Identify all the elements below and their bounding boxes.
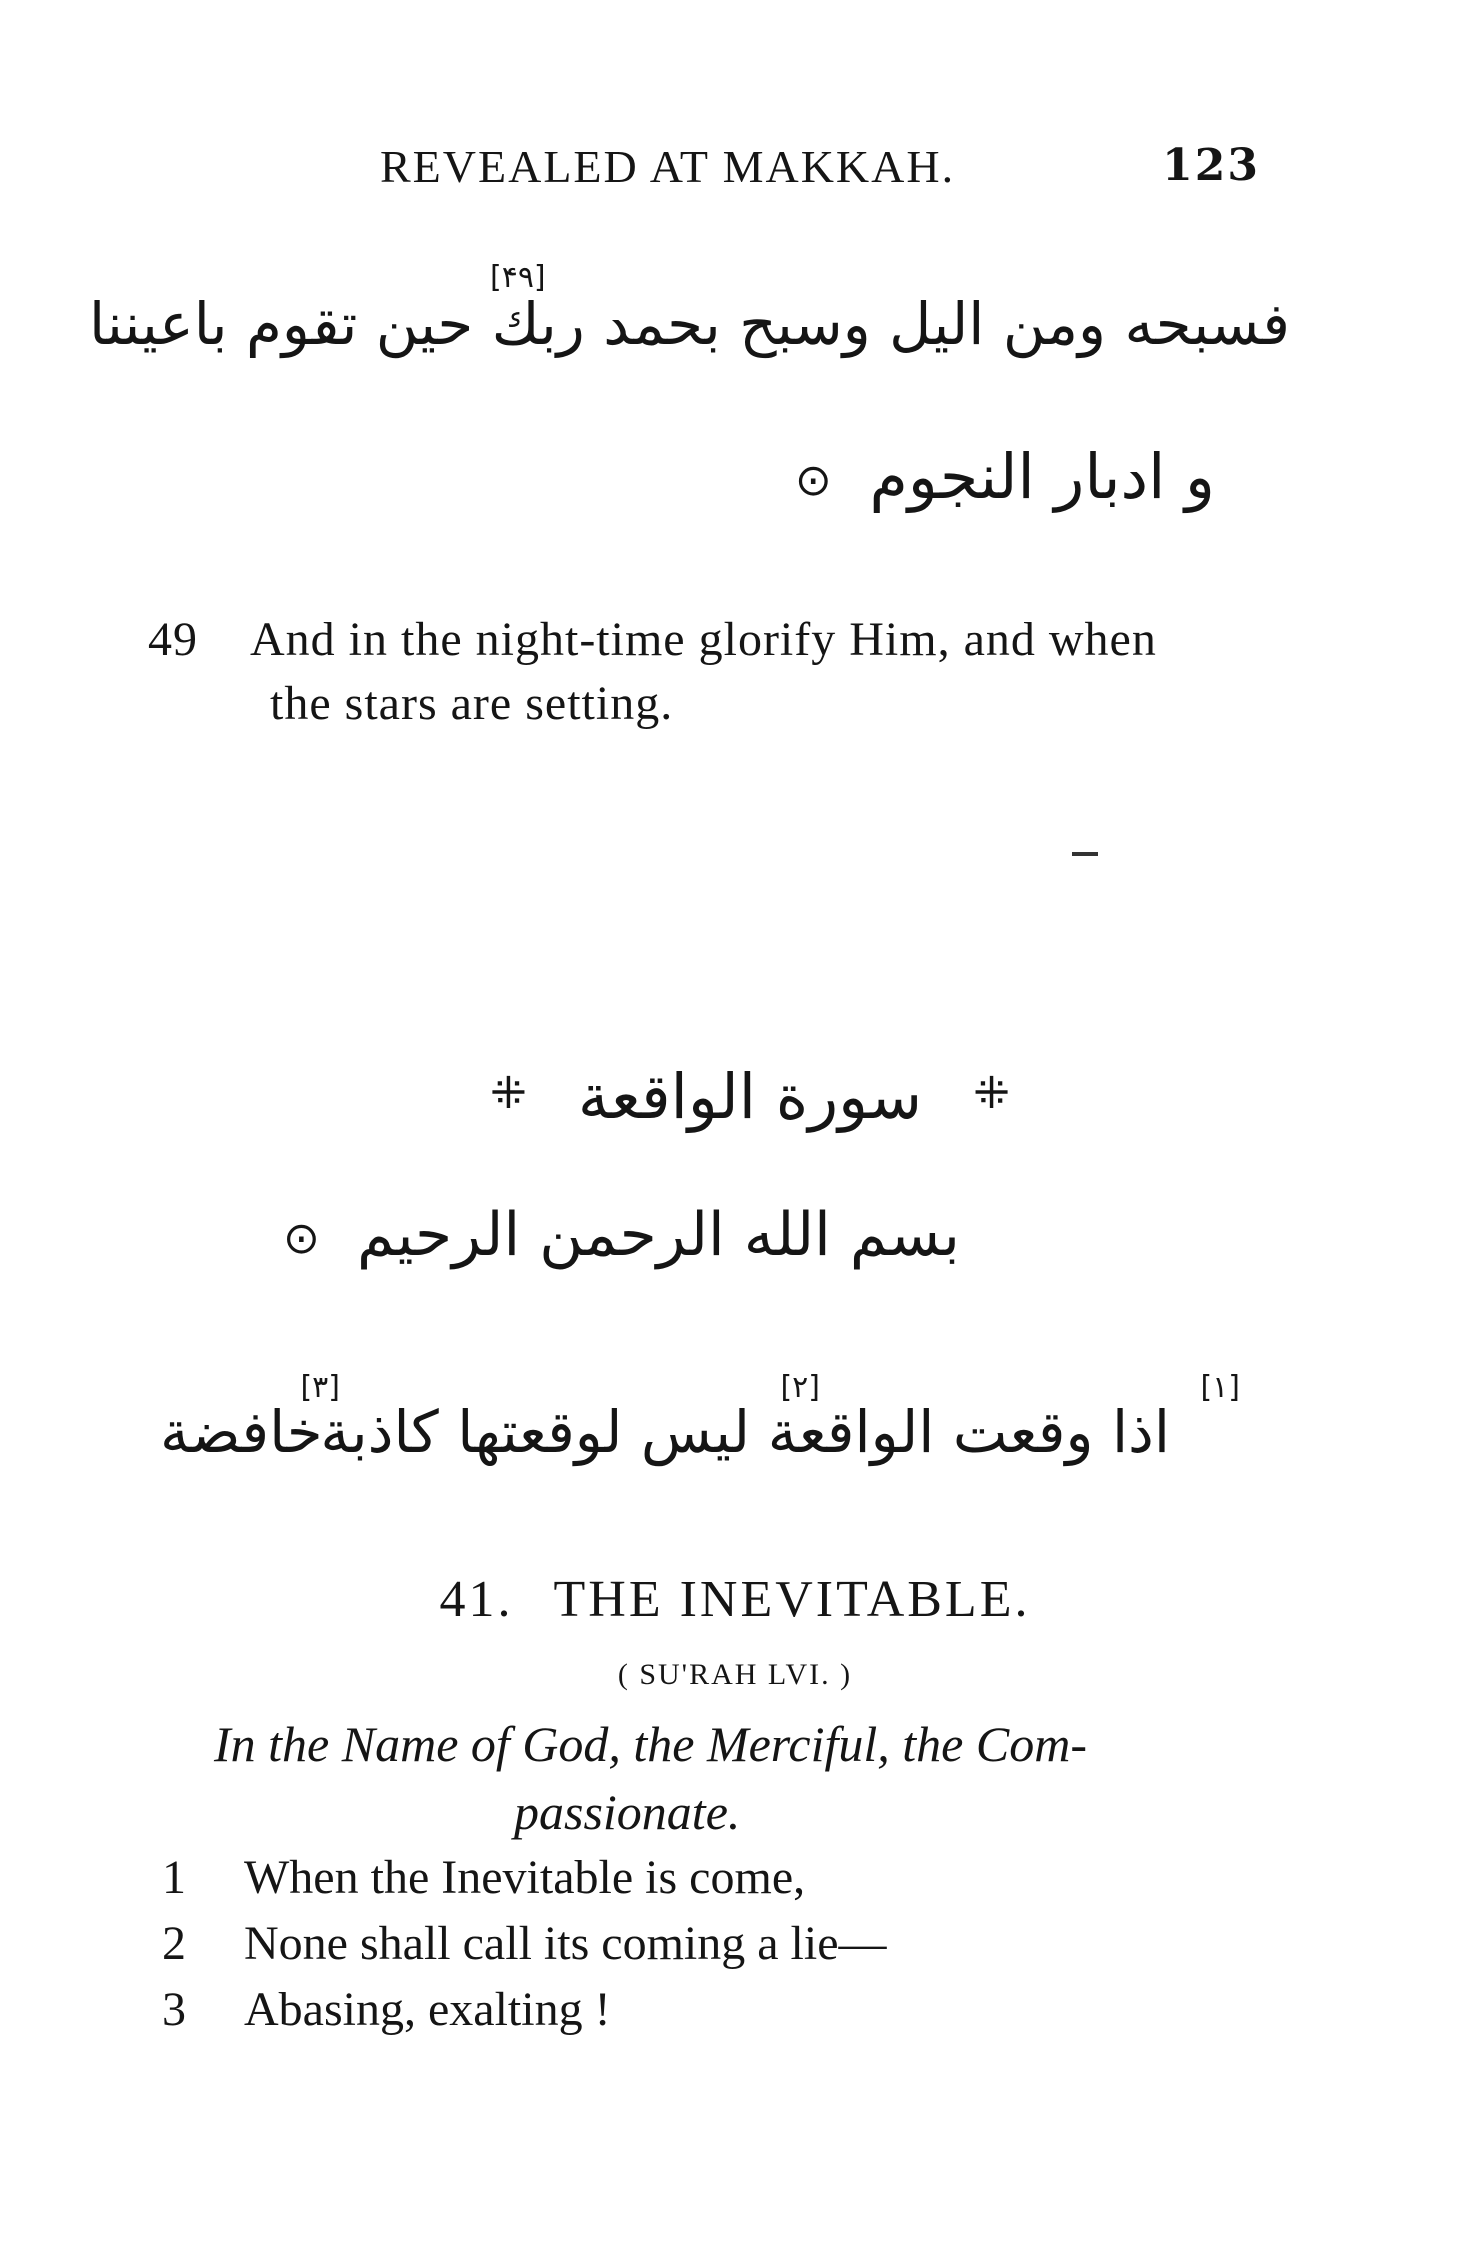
surah-reference: ( SU'RAH LVI. )	[617, 1658, 853, 1691]
chapter-heading	[0, 1570, 1470, 1629]
arabic-verse-49-line2-text: و ادبار النجوم	[869, 440, 1215, 513]
invocation	[214, 1710, 1264, 1846]
arabic-verse-49-text: فسبحه ومن الیل وسبح بحمد ربك حين تقوم باعيننا	[88, 290, 1290, 358]
basmala-end-mark-icon: ⊙	[283, 1212, 320, 1264]
surah-title	[490, 1040, 1010, 1150]
arabic-verse-3: خافضة	[160, 1398, 323, 1466]
surah-name: سورة الواقعة	[577, 1060, 923, 1133]
verse-marker-1: [١]	[1200, 1370, 1240, 1405]
section-dash	[1072, 852, 1098, 856]
running-header	[380, 140, 1260, 200]
invocation-line1: In the Name of God, the Merciful, the Com-	[214, 1716, 1087, 1772]
arabic-verse-49-line2	[795, 440, 1215, 513]
verse-number: 49	[148, 613, 198, 666]
arabic-verse-number: [۴۹]	[490, 260, 546, 295]
ornament-left-icon: ⁜	[490, 1068, 527, 1119]
verse-list	[162, 1850, 1262, 2048]
verse-text-line2: the stars are setting.	[270, 677, 674, 730]
list-item	[162, 1850, 1262, 1916]
arabic-verse-49-line1	[88, 260, 1290, 390]
verse-text-line1: And in the night-time glorify Him, and when	[250, 613, 1157, 666]
verse-number: 2	[162, 1917, 186, 1970]
verse-marker-3: [٣]	[300, 1370, 340, 1405]
arabic-verse-1: اذا وقعت الواقعة	[767, 1398, 1170, 1466]
verse-text: Abasing, exalting !	[244, 1983, 611, 2036]
list-item	[162, 1982, 1262, 2048]
verse-end-mark-icon: ⊙	[794, 455, 832, 507]
verse-number: 1	[162, 1851, 186, 1904]
arabic-verse-2: ليس لوقعتها كاذبة	[320, 1398, 750, 1466]
verse-text: When the Inevitable is come,	[244, 1851, 806, 1904]
ornament-right-icon: ⁜	[973, 1068, 1010, 1119]
chapter-title: THE INEVITABLE.	[553, 1571, 1031, 1628]
running-title: REVEALED AT MAKKAH.	[380, 141, 956, 192]
chapter-number: 41.	[439, 1571, 514, 1628]
verse-number: 3	[162, 1983, 186, 2036]
invocation-line2: passionate.	[514, 1784, 741, 1840]
verse-marker-2: [٢]	[780, 1370, 820, 1405]
page-number: 123	[1162, 140, 1260, 191]
arabic-opening-verses	[160, 1370, 1240, 1500]
basmala	[283, 1200, 960, 1300]
list-item	[162, 1916, 1262, 1982]
verse-text: None shall call its coming a lie—	[244, 1917, 887, 1970]
basmala-text: بسم الله الرحمن الرحيم	[356, 1200, 960, 1270]
